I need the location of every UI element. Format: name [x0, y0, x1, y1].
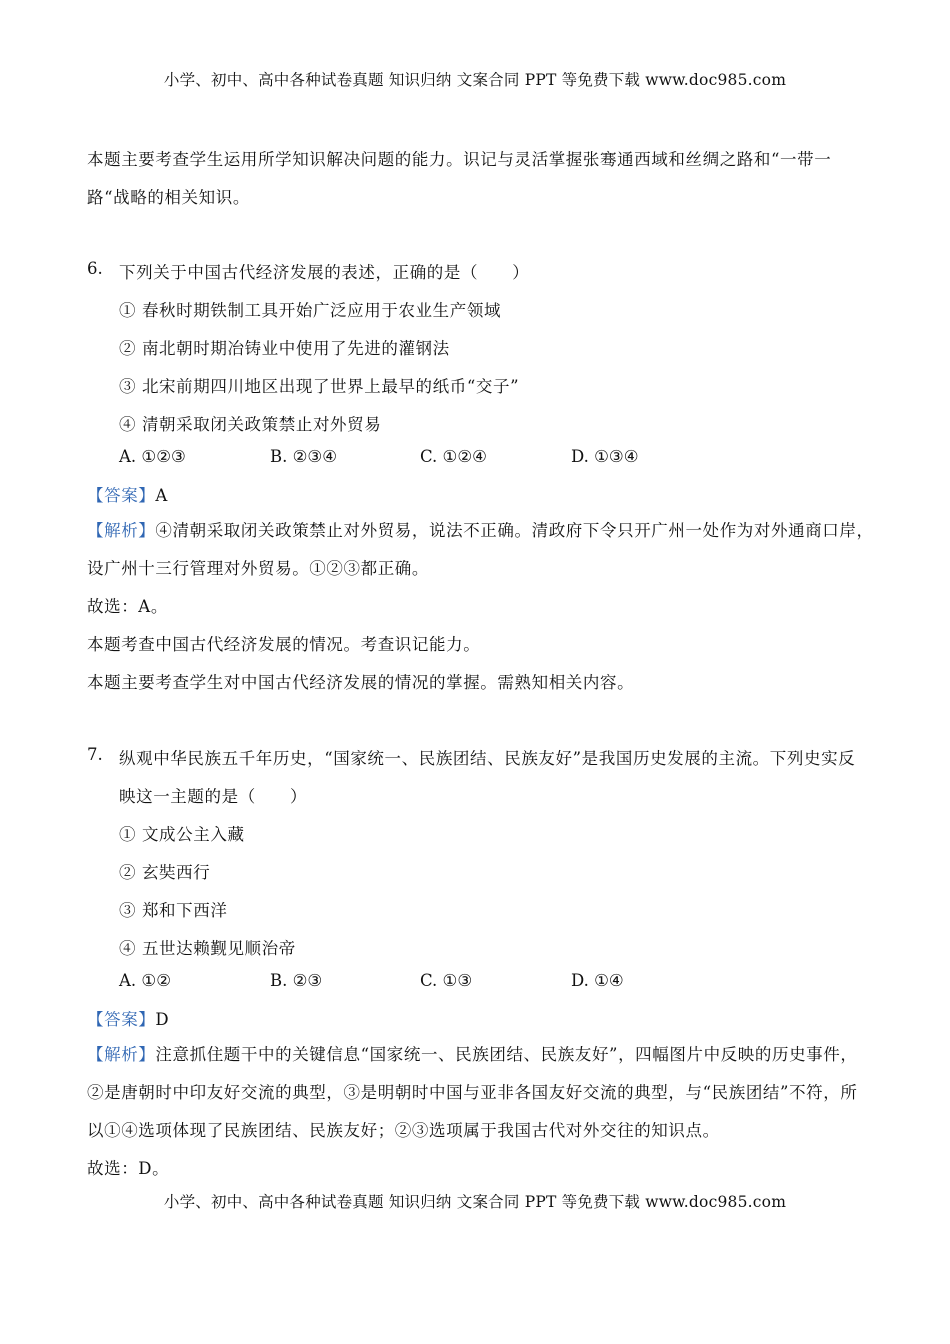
question-7-analysis-line-2: ②是唐朝时中印友好交流的典型，③是明朝时中国与亚非各国友好交流的典型，与“民族团结”不符，所	[87, 1083, 858, 1102]
question-7-analysis-line-1	[87, 1041, 857, 1065]
answer-tag: 【答案】	[87, 1010, 156, 1029]
question-6-number: 6.	[87, 259, 103, 278]
question-7-option-a: A. ①②	[119, 971, 171, 990]
question-6-choose: 故选：A。	[87, 597, 168, 616]
question-7-item-4: ④ 五世达赖觐见顺治帝	[119, 939, 296, 958]
analysis-text: 注意抓住题干中的关键信息“国家统一、民族团结、民族友好”，四幅图片中反映的历史事件，	[155, 1045, 858, 1064]
question-6-option-b: B. ②③④	[270, 447, 337, 466]
question-7-stem-line-2: 映这一主题的是（ ）	[119, 787, 308, 806]
question-6-item-2: ② 南北朝时期冶铸业中使用了先进的灌钢法	[119, 339, 450, 358]
analysis-text: ④清朝采取闭关政策禁止对外贸易，说法不正确。清政府下令只开广州一处作为对外通商口岸，	[155, 521, 874, 540]
question-6-stem: 下列关于中国古代经济发展的表述，正确的是（ ）	[119, 263, 530, 282]
question-7-stem-line-1: 纵观中华民族五千年历史，“国家统一、民族团结、民族友好”是我国历史发展的主流。下列史实反	[119, 749, 856, 768]
question-6-analysis-line-1	[87, 517, 874, 541]
answer-value: D	[155, 1010, 170, 1029]
question-7-analysis-line-3: 以①④选项体现了民族团结、民族友好；②③选项属于我国古代对外交往的知识点。	[87, 1121, 720, 1140]
question-7-option-b: B. ②③	[270, 971, 323, 990]
question-7-number: 7.	[87, 745, 103, 764]
question-6-analysis-line-2: 设广州十三行管理对外贸易。①②③都正确。	[87, 559, 429, 578]
question-7-item-1: ① 文成公主入藏	[119, 825, 245, 844]
question-7-option-d: D. ①④	[571, 971, 624, 990]
question-6-note-2: 本题主要考查学生对中国古代经济发展的情况的掌握。需熟知相关内容。	[87, 673, 635, 692]
answer-tag: 【答案】	[87, 486, 156, 505]
question-7-answer	[87, 1006, 169, 1030]
question-6-option-a: A. ①②③	[119, 447, 186, 466]
question-6-answer	[87, 482, 168, 506]
analysis-tag: 【解析】	[87, 521, 156, 540]
question-7-item-2: ② 玄奘西行	[119, 863, 211, 882]
question-6-item-4: ④ 清朝采取闭关政策禁止对外贸易	[119, 415, 382, 434]
intro-line-2: 路“战略的相关知识。	[87, 188, 250, 207]
question-6-option-d: D. ①③④	[571, 447, 639, 466]
question-7-option-c: C. ①③	[420, 971, 473, 990]
question-6-item-3: ③ 北宋前期四川地区出现了世界上最早的纸币“交子”	[119, 377, 520, 396]
question-6-option-c: C. ①②④	[420, 447, 487, 466]
intro-line-1: 本题主要考查学生运用所学知识解决问题的能力。识记与灵活掌握张骞通西域和丝绸之路和“一带一	[87, 150, 832, 169]
page-footer: 小学、初中、高中各种试卷真题 知识归纳 文案合同 PPT 等免费下载 www.doc985.com	[163, 1193, 787, 1211]
page-header: 小学、初中、高中各种试卷真题 知识归纳 文案合同 PPT 等免费下载 www.doc985.com	[163, 71, 787, 89]
question-6-item-1: ① 春秋时期铁制工具开始广泛应用于农业生产领域	[119, 301, 502, 320]
answer-value: A	[155, 486, 168, 505]
analysis-tag: 【解析】	[87, 1045, 156, 1064]
question-7-item-3: ③ 郑和下西洋	[119, 901, 228, 920]
question-7-choose: 故选：D。	[87, 1159, 170, 1178]
question-6-note-1: 本题考查中国古代经济发展的情况。考查识记能力。	[87, 635, 481, 654]
